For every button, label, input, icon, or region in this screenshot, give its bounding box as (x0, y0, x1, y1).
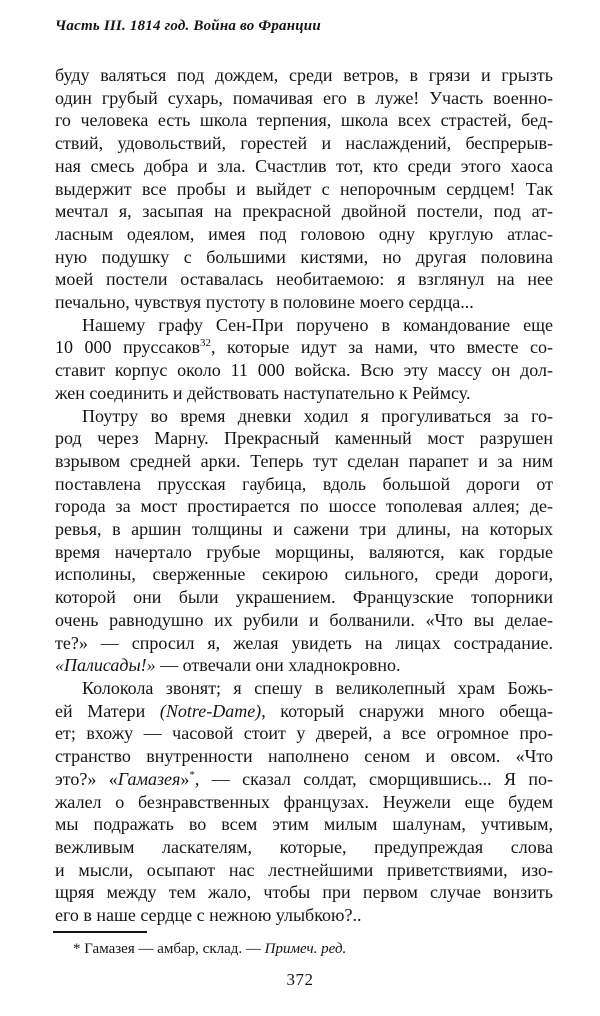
text-line: ставит корпус около 11 000 войска. Всю эту массу он дол- (55, 360, 553, 381)
text-line: ствий, удовольствий, горестей и наслаждений, беспрерыв- (55, 133, 553, 154)
text-line: ная смесь добра и зла. Счастлив тот, кто среди этого хаоса (55, 155, 553, 176)
text-line: это?» «Гамазея»*, — сказал солдат, сморщившись... Я по- (55, 768, 553, 789)
text-line: Колокола звонят; я спешу в великолепный храм Божь- (82, 677, 553, 698)
text-line: исполины, сверженные секирою сильного, среди дороги, (55, 564, 553, 585)
text-line: и мысли, осыпают нас лестнейшими приветствиями, изо- (55, 859, 553, 880)
text-line: го человека есть школа терпения, школа всех страстей, бед- (55, 110, 553, 131)
text-line: ревья, в аршин толщины и сажени три длины, на которых (55, 519, 553, 540)
text-line: вежливым ласкателям, которые, предупреждая слова (55, 836, 553, 857)
superscript-run: * (189, 768, 195, 781)
text-line: которой они были украшением. Французские топорники (55, 587, 553, 608)
italic-run: «Палисады!» (55, 655, 156, 676)
text-line: печально, чувствуя пустоту в половине моего сердца... (55, 292, 474, 313)
text-line: Поутру во время дневки ходил я прогуливаться за го- (82, 405, 553, 426)
running-head: Часть III. 1814 год. Война во Франции (55, 18, 321, 34)
text-line: странство внутренности наполнено сеном и овсом. «Что (55, 746, 553, 767)
text-line: буду валяться под дождем, среди ветров, в грязи и грызть (55, 65, 553, 85)
text-line: жалел о безнравственных французах. Неужели еще будем (55, 791, 553, 812)
text-line: выдержит все пробы и выйдет с непорочным сердцем! Так (55, 178, 553, 199)
text-line: мечтал я, засыпая на прекрасной двойной постели, под ат- (55, 201, 553, 222)
text-line: поставлена прусская гаубица, вдоль большой дороги от (55, 473, 553, 494)
text-line: взрывом средней арки. Теперь тут сделан парапет и за ним (55, 450, 553, 471)
page-number: 372 (286, 970, 314, 989)
italic-run: (Notre-Dame) (159, 700, 262, 721)
text-line: ет; вхожу — часовой стоит у дверей, а все огромное про- (55, 723, 553, 744)
text-line: моей постели оставалась необитаемою: я взглянул на нее (55, 269, 553, 290)
text-line: один грубый сухарь, помачивая его в луже! Участь военно- (55, 87, 553, 108)
italic-run: Гамазея (117, 768, 181, 789)
text-line: мы подражать во всем этим милым шалунам, учтивым, (55, 814, 553, 835)
footnote-text: * Гамазея — амбар, склад. — Примеч. ред. (73, 941, 347, 957)
italic-run: Примеч. ред. (264, 941, 347, 957)
text-line: ную подушку с большими кистями, но другая половина (55, 246, 553, 267)
text-line: города за мост простирается по шоссе тополевая аллея; де- (55, 496, 553, 517)
text-line: Нашему графу Сен-При поручено в командование еще (82, 314, 553, 335)
text-line: род через Марну. Прекрасный каменный мост разрушен (55, 428, 553, 449)
text-line: ей Матери (Notre-Dame), который снаружи много обеща- (55, 700, 554, 721)
text-line: «Палисады!» — отвечали они хладнокровно. (55, 655, 401, 676)
body-text (55, 64, 553, 927)
text-line: ласным одеялом, имея под головою одну круглую атлас- (55, 223, 553, 244)
text-line: щряя между тем жало, чтобы при первом случае вонзить (55, 882, 553, 903)
superscript-run: 32 (200, 337, 211, 350)
text-line: время начертало грубые морщины, валяются, как гордые (55, 541, 553, 562)
text-line: 10 000 пруссаков$^{32}$, которые идут за нами, что вместе со- (55, 337, 553, 358)
text-line: жен соединить и действовать наступательно к Реймсу. (55, 382, 471, 403)
text-line: его в наше сердце с нежною улыбкою?.. (55, 905, 362, 926)
text-line: очень равнодушно их рубили и болванили. «Что вы делае- (55, 609, 553, 630)
footnote-rule (53, 931, 147, 933)
text-line: те?» — спросил я, желая увидеть на лицах сострадание. (55, 632, 553, 653)
